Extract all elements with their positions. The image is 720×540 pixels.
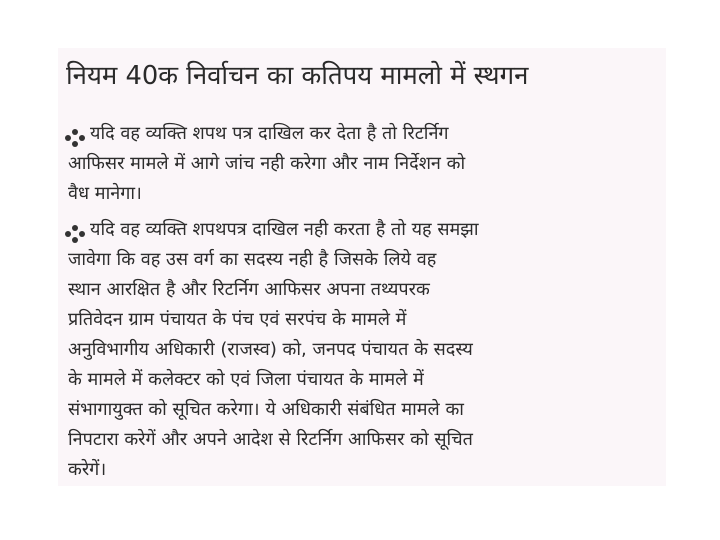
slide-title: नियम 40क निर्वाचन का कतिपय मामलो में स्थगन: [66, 61, 529, 91]
bullet-line: निपटारा करेगें और अपने आदेश से रिटर्निग आफिसर को सूचित: [68, 429, 473, 450]
bullet-line: संभागायुक्त को सूचित करेगा। ये अधिकारी संबंधित मामले का: [68, 399, 464, 420]
diamond-bullet-icon: [64, 129, 86, 147]
diamond-bullet-icon: [64, 225, 86, 243]
bullet-line: के मामले में कलेक्टर को एवं जिला पंचायत के मामले में: [68, 369, 424, 390]
bullet-line: जावेगा कि वह उस वर्ग का सदस्य नही है जिसके लिये वह: [68, 249, 437, 270]
bullet-line: अनुविभागीय अधिकारी (राजस्व) को, जनपद पंचायत के सदस्य: [68, 339, 473, 360]
bullet-line: यदि वह व्यक्ति शपथ पत्र दाखिल कर देता है तो रिटर्निग: [90, 123, 449, 144]
bullet-line: यदि वह व्यक्ति शपथपत्र दाखिल नही करता है तो यह समझा: [90, 219, 479, 240]
bullet-line: स्थान आरक्षित है और रिटर्निग आफिसर अपना तथ्यपरक: [68, 279, 430, 300]
bullet-line: प्रतिवेदन ग्राम पंचायत के पंच एवं सरपंच के मामले में: [68, 309, 407, 330]
bullet-line: आफिसर मामले में आगे जांच नही करेगा और नाम निर्देशन को: [68, 153, 466, 174]
bullet-line: करेगें।: [68, 459, 107, 480]
bullet-line: वैध मानेगा।: [68, 183, 142, 204]
